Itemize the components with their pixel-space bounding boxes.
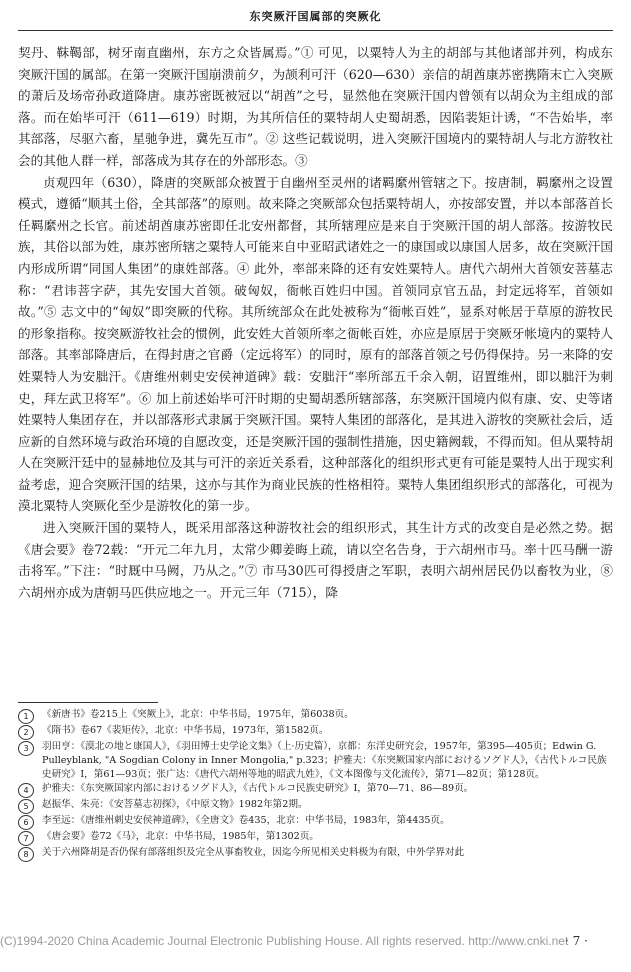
footnote-rule	[18, 702, 158, 703]
footnote-marker: 8	[18, 847, 34, 862]
footnote	[18, 740, 613, 782]
footnote	[18, 708, 613, 724]
footnote-text: 赵振华、朱亮：《安菩墓志初探》，《中原文物》1982年第2期。	[42, 799, 308, 810]
footnote-marker: 3	[18, 741, 34, 756]
footnote	[18, 782, 613, 798]
footnote-marker: 5	[18, 799, 34, 814]
header-rule	[18, 30, 613, 31]
page-number: · 7 ·	[565, 934, 588, 948]
paragraph-continuation: 契丹、靺鞨部，树牙南直幽州，东方之众皆属焉。”① 可见，以粟特人为主的胡部与其他诸部并列，构成东突厥汗国的属部。在第一突厥汗国崩溃前夕，为颉利可汗（620—630）亲信的胡酋康苏密携隋末亡入突厥的萧后及场帝孙政道降唐。康苏密既被冠以“胡酋”之号，显然他在突厥汗国内曾领有以胡众为主组成的部落。而在始毕可汗（611—619）时期，为其所信任的粟特胡人史蜀胡悉，因陷裴矩计诱，“不告始毕，率其部落，尽驱六畜，星驰争进，冀先互市”。② 这些记载说明，进入突厥汗国境内的粟特胡人与北方游牧社会的其他人群一样，部落成为其存在的外部形态。③	[18, 45, 613, 168]
footnote-text: 《隋书》卷67《裴矩传》，北京：中华书局，1973年，第1582页。	[42, 725, 329, 736]
footnote-marker: 4	[18, 783, 34, 798]
paragraph: 进入突厥汗国的粟特人，既采用部落这种游牧社会的组织形式，其生计方式的改变自是必然之势。据《唐会要》卷72载：“开元二年九月，太常少卿姜晦上疏，请以空名告身，于六胡州市马。率十匹马酬一游击将军。”下注：“时厩中马阙，乃从之。”⑦ 市马30匹可得授唐之军职，表明六胡州居民仍以畜牧为业，⑧ 六胡州亦成为唐朝马匹供应地之一。开元三年（715），降	[18, 520, 613, 600]
footnote-text: 护雅夫：《东突厥国家内部におけるソグド人》，《古代トルコ民族史研究》I，第70—71、86—89页。	[42, 783, 474, 794]
page-footer	[0, 934, 631, 954]
running-title: 东突厥汗国属部的突厥化	[249, 10, 382, 23]
footnote-text: 关于六州降胡是否仍保有部落组织及完全从事畜牧业，因迄今所见相关史料极为有限，中外学界对此	[42, 847, 465, 858]
copyright-notice: (C)1994-2020 China Academic Journal Electronic Publishing House. All rights reserved. http://www.cnki.net	[0, 934, 569, 948]
footnote-marker: 2	[18, 725, 34, 740]
footnotes	[18, 708, 613, 926]
footnote	[18, 846, 613, 862]
footnote	[18, 814, 613, 830]
footnote-text: 李至远：《唐维州刺史安侯神道碑》，《全唐文》卷435，北京：中华书局，1983年，第4435页。	[42, 815, 450, 826]
footnote-marker: 1	[18, 709, 34, 724]
footnote-marker: 6	[18, 815, 34, 830]
footnote-marker: 7	[18, 831, 34, 846]
footnote	[18, 798, 613, 814]
footnote-text: 羽田亨：《漠北の地と康国人》，《羽田博士史学论文集》（上·历史篇），京都：东洋史研究会，1957年，第395—405页；Edwin G. Pulleyblank, "A Sogdian Colony in Inner Mongolia," p.323；护雅夫：《东突厥国家内部におけるソグド人》，《古代トルコ民族史研究》I，第61—93页；张广达：《唐代六胡州等地的昭武九姓》，《文本图像与文化流传》，第71—82页；第128页。	[42, 741, 607, 780]
footnote-text: 《新唐书》卷215上《突厥上》，北京：中华书局，1975年，第6038页。	[42, 709, 354, 720]
footnote-text: 《唐会要》卷72《马》，北京：中华书局，1985年，第1302页。	[42, 831, 319, 842]
footnote	[18, 830, 613, 846]
paragraph: 贞观四年（630），降唐的突厥部众被置于自幽州至灵州的诸羁縻州管辖之下。按唐制，羁縻州之设置模式，遵循“顺其土俗，全其部落”的原则。故来降之突厥部众包括粟特胡人，亦按部安置，并以本部落首长任羁縻州之长官。前述胡酋康苏密即任北安州都督，其所辖理应是来自于突厥汗国的胡人部落。按游牧民族，其俗以部为姓，康苏密所辖之粟特人可能来自中亚昭武诸姓之一的康国或以康国人居多，故在突厥汗国内形成所谓“同国人集团”的康姓部落。④ 此外，率部来降的还有安姓粟特人。唐代六胡州大首领安菩墓志称：“君讳菩字萨，其先安国大首领。破匈奴，衙帐百姓归中国。首领同京官五品，封定远将军，首领如故。”⑤ 志文中的“匈奴”即突厥的代称。其所统部众在此处被称为“衙帐百姓”，显系对帐居于草原的游牧民的形象指称。按突厥游牧社会的惯例，此安姓大首领所率之衙帐百姓，亦应是原居于突厥牙帐境内的粟特人部落。其率部降唐后，在得封唐之官爵（定远将军）的同时，原有的部落首领之号仍得保持。另一来降的安姓粟特人为安胐汗。《唐维州刺史安侯神道碑》载：安胐汗“率所部五千余入朝，诏置维州，即以胐汗为刺史，拜左武卫将军”。⑥ 加上前述始毕可汗时期的史蜀胡悉所辖部落，东突厥汗国境内似有康、安、史等诸姓粟特人集团存在，并以部落形式隶属于突厥汗国。粟特人集团的部落化，是其进入游牧的突厥社会后，适应新的自然环境与政治环境的自愿改变，还是突厥汗国的强制性措施，因史籍阙载，不得而知。但从粟特胡人在突厥汗廷中的显赫地位及其与可汗的亲近关系看，这种部落化的组织形式更有可能是粟特人出于现实利益考虑，迎合突厥汗国的结果，这亦与其作为商业民族的性格相符。粟特人集团组织形式的部落化，可视为漠北粟特人突厥化至少是游牧化的第一步。	[18, 174, 613, 514]
main-text	[18, 42, 613, 692]
footnote	[18, 724, 613, 740]
